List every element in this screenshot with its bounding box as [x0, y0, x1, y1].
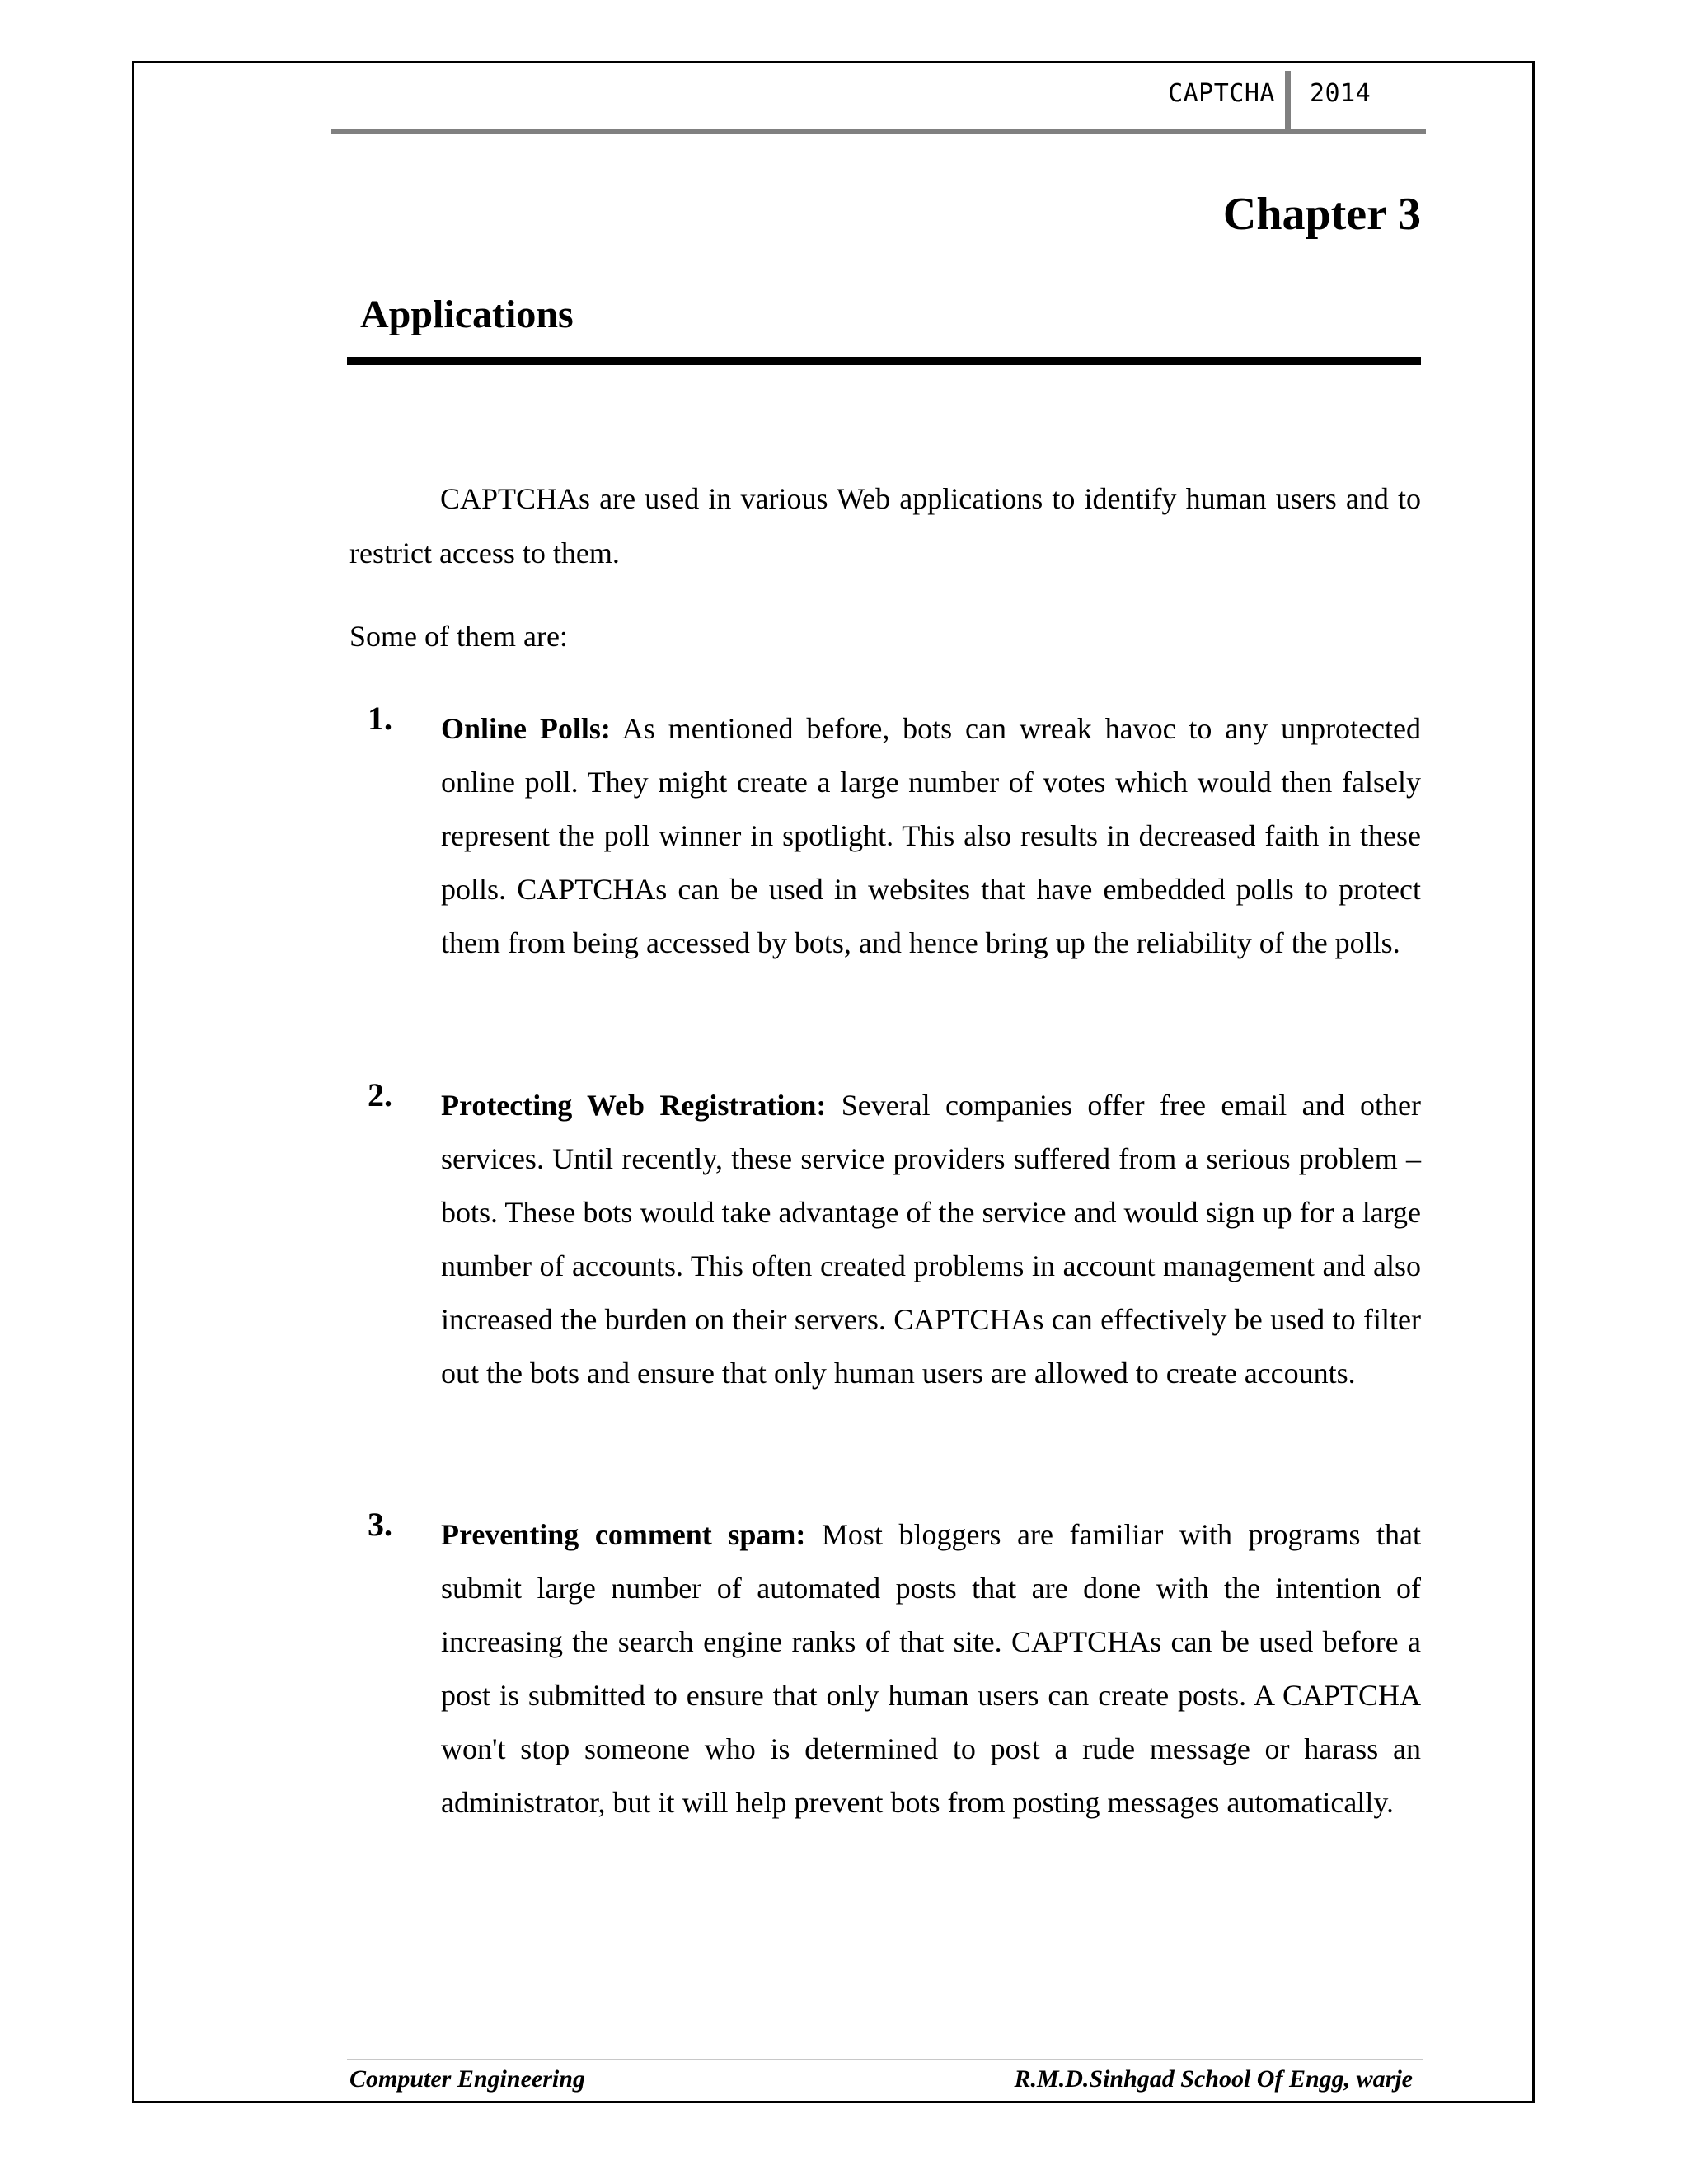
footer-institution: R.M.D.Sinhgad School Of Engg, warje [1014, 2065, 1413, 2093]
header-year: 2014 [1310, 79, 1372, 108]
list-item-body [441, 702, 1421, 970]
list-item-text: As mentioned before, bots can wreak havoc to any unprotected online poll. They might create a large number of votes which would then falsely represent the poll winner in spotlight. This also results in decreased faith in these polls. CAPTCHAs can be used in websites that have embedded polls to protect them from being accessed by bots, and hence bring up the reliability of the polls. [441, 712, 1421, 959]
list-item-text: Several companies offer free email and other services. Until recently, these service providers suffered from a serious problem – bots. These bots would take advantage of the service and would sign up for a large number of accounts. This often created problems in account management and also increased the burden on their servers. CAPTCHAs can effectively be used to filter out the bots and ensure that only human users are allowed to create accounts. [441, 1089, 1421, 1390]
section-title: Applications [360, 293, 574, 336]
lead-in: Some of them are: [349, 620, 568, 653]
list-item-body [441, 1079, 1421, 1400]
list-item-number: 2. [368, 1076, 392, 1113]
list-item-label: Preventing comment spam: [441, 1518, 806, 1551]
header-title: CAPTCHA [1168, 79, 1275, 108]
section-rule [347, 357, 1421, 365]
list-item-text: Most bloggers are familiar with programs that submit large number of automated posts that are done with the intention of increasing the search engine ranks of that site. CAPTCHAs can be used before a post is submitted to ensure that only human users can create posts. A CAPTCHA won't stop someone who is determined to post a rude message or harass an administrator, but it will help prevent bots from posting messages automatically. [441, 1518, 1422, 1819]
running-header [331, 71, 1426, 135]
header-rule [331, 129, 1426, 134]
intro-paragraph: CAPTCHAs are used in various Web applications to identify human users and to restrict access to them. [349, 482, 1421, 569]
footer-department: Computer Engineering [349, 2065, 585, 2093]
list-item-label: Online Polls: [441, 712, 611, 745]
list-item-number: 1. [368, 700, 392, 737]
header-separator [1285, 71, 1291, 129]
chapter-title: Chapter 3 [1222, 189, 1421, 240]
list-item-label: Protecting Web Registration: [441, 1089, 827, 1122]
footer-rule [347, 2059, 1423, 2060]
list-item-body [441, 1508, 1421, 1830]
list-item-number: 3. [368, 1506, 392, 1543]
